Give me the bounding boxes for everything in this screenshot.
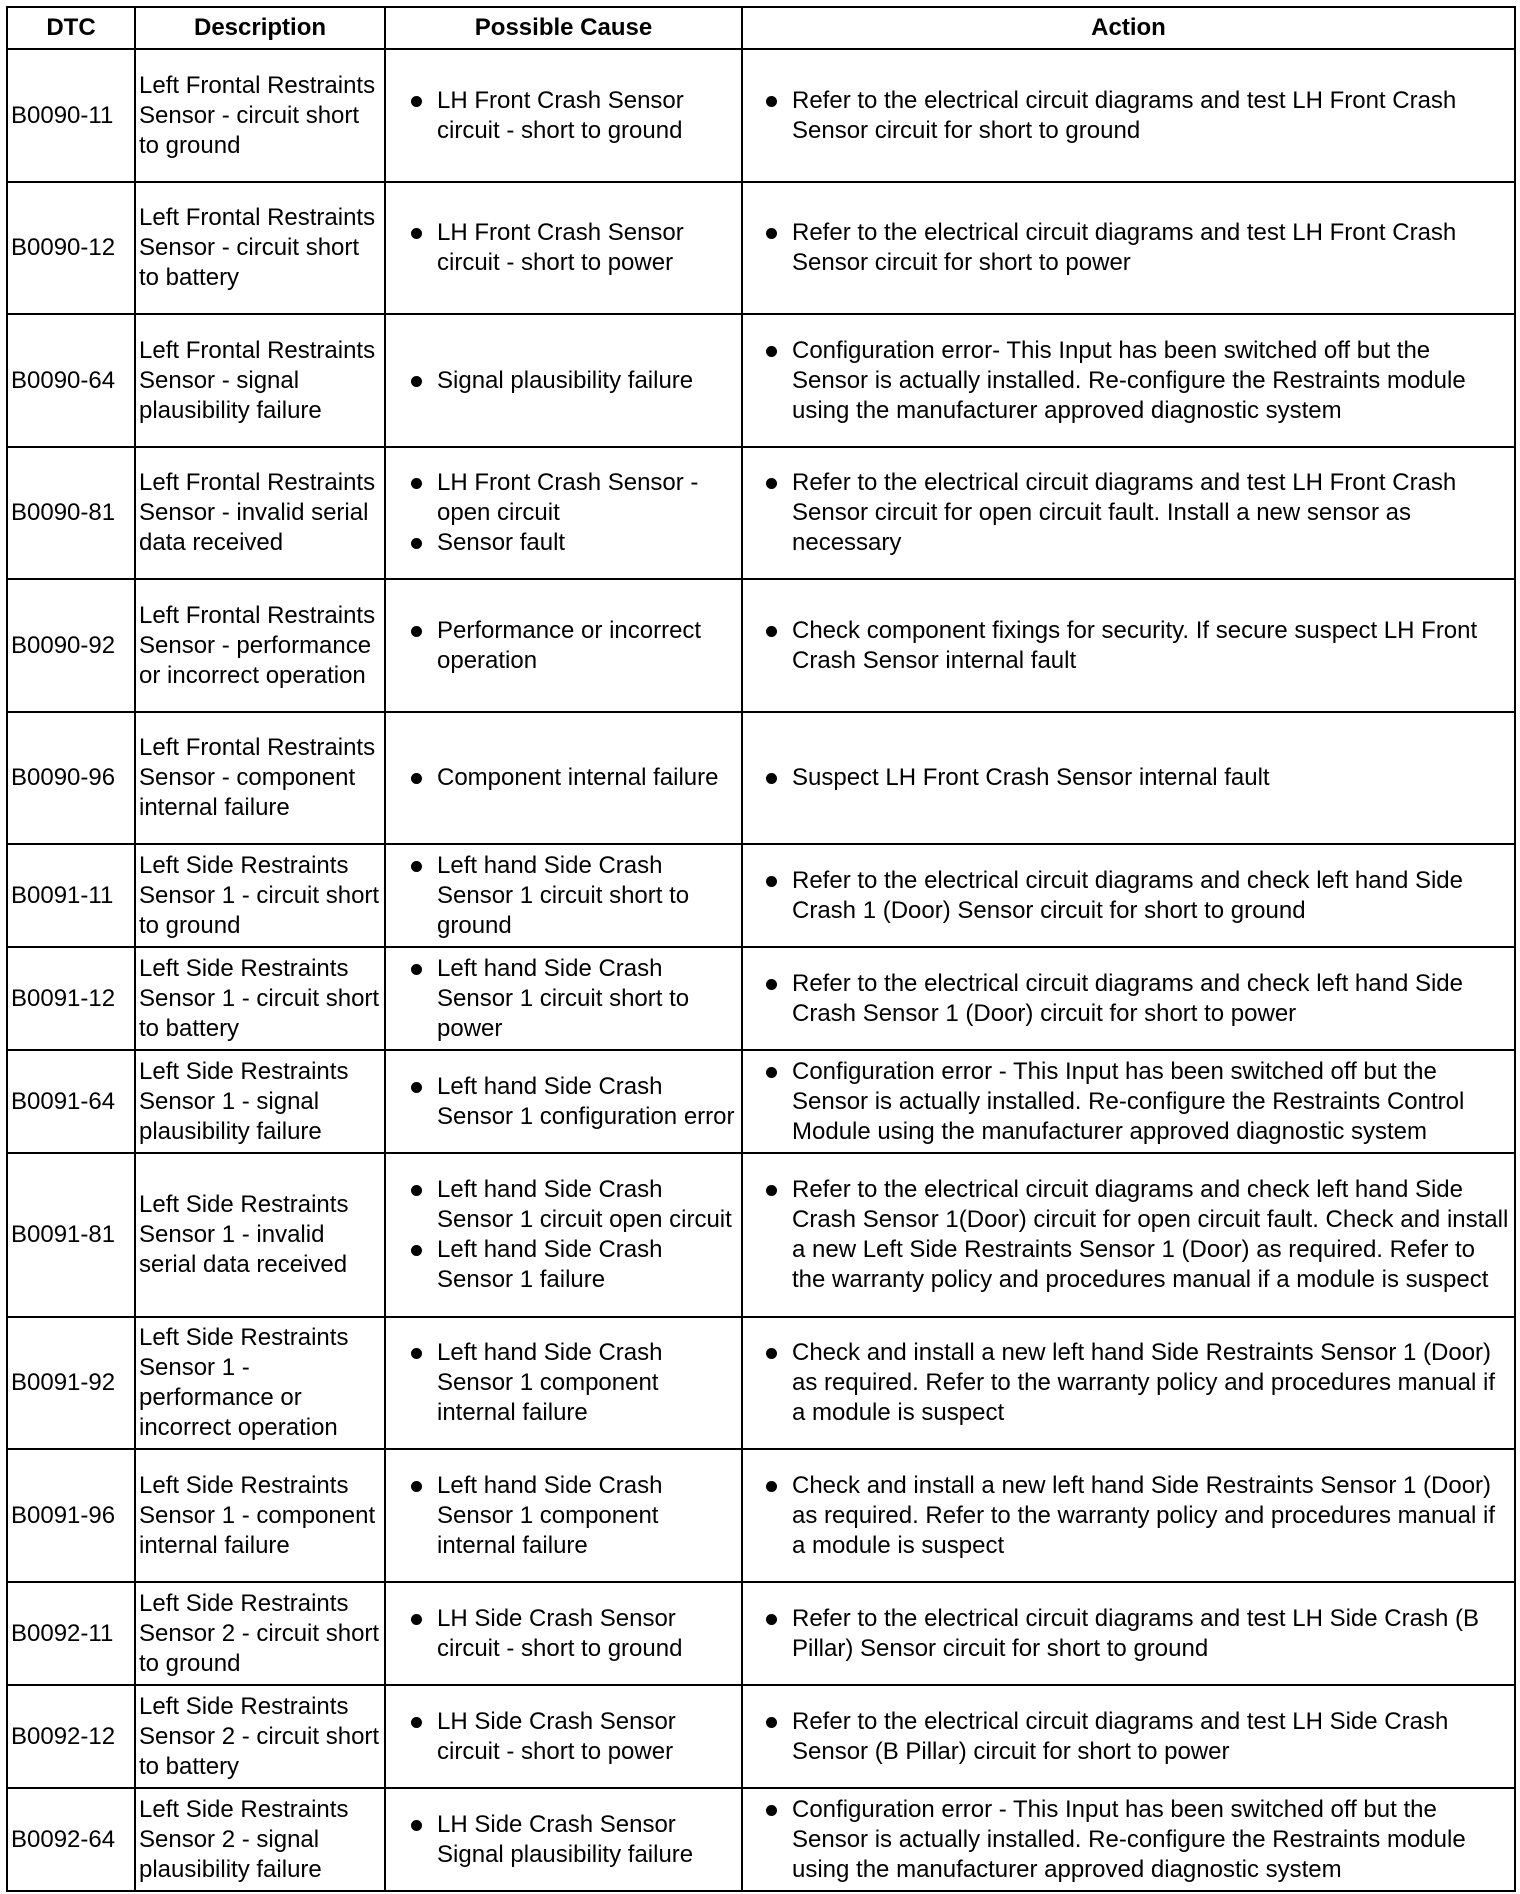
action-item: Refer to the electrical circuit diagrams and check left hand Side Crash Sensor 1 (Door) circuit for short to power [766, 969, 1511, 1029]
table-row [7, 49, 1515, 182]
cause-item: Left hand Side Crash Sensor 1 component internal failure [411, 1338, 738, 1428]
action-item: Configuration error- This Input has been switched off but the Sensor is actually installed. Re-configure the Restraints module using the manufacturer approved diagnostic system [766, 336, 1511, 426]
possible-cause-cell [385, 447, 742, 579]
action-list [746, 1471, 1511, 1561]
action-item: Check component fixings for security. If secure suspect LH Front Crash Sensor internal fault [766, 616, 1511, 676]
action-list [746, 969, 1511, 1029]
dtc-code: B0091-92 [7, 1317, 135, 1449]
dtc-code: B0092-12 [7, 1685, 135, 1788]
table-row [7, 1153, 1515, 1317]
description-cell: Left Side Restraints Sensor 1 - circuit short to battery [135, 947, 385, 1050]
action-cell [742, 947, 1515, 1050]
action-item: Refer to the electrical circuit diagrams and check left hand Side Crash Sensor 1(Door) circuit for open circuit fault. Check and install a new Left Side Restraints Sensor 1 (Door) as required. Refer to the warranty policy and procedures manual if a module is suspect [766, 1175, 1511, 1295]
possible-cause-cell [385, 1788, 742, 1891]
cause-list [389, 616, 738, 676]
action-item: Refer to the electrical circuit diagrams and test LH Side Crash (B Pillar) Sensor circuit for short to ground [766, 1604, 1511, 1664]
table-row [7, 314, 1515, 447]
table-row [7, 1685, 1515, 1788]
cause-item: Left hand Side Crash Sensor 1 failure [411, 1235, 738, 1295]
dtc-code: B0091-12 [7, 947, 135, 1050]
dtc-code: B0090-81 [7, 447, 135, 579]
cause-list [389, 954, 738, 1044]
action-list [746, 1707, 1511, 1767]
cause-list [389, 1604, 738, 1664]
table-row [7, 1788, 1515, 1891]
action-cell [742, 1153, 1515, 1317]
action-list [746, 1057, 1511, 1147]
cause-item: Left hand Side Crash Sensor 1 component internal failure [411, 1471, 738, 1561]
dtc-code: B0090-96 [7, 712, 135, 844]
possible-cause-cell [385, 1317, 742, 1449]
possible-cause-cell [385, 182, 742, 314]
action-item: Refer to the electrical circuit diagrams and check left hand Side Crash 1 (Door) Sensor circuit for short to ground [766, 866, 1511, 926]
possible-cause-cell [385, 49, 742, 182]
action-list [746, 1175, 1511, 1295]
dtc-code: B0090-92 [7, 579, 135, 712]
cause-item: Left hand Side Crash Sensor 1 configuration error [411, 1072, 738, 1132]
description-cell: Left Side Restraints Sensor 2 - circuit short to ground [135, 1582, 385, 1685]
action-cell [742, 712, 1515, 844]
possible-cause-cell [385, 579, 742, 712]
action-cell [742, 1685, 1515, 1788]
cause-item: Performance or incorrect operation [411, 616, 738, 676]
cause-item: LH Side Crash Sensor circuit - short to power [411, 1707, 738, 1767]
action-cell [742, 1317, 1515, 1449]
cause-item: LH Front Crash Sensor - open circuit [411, 468, 738, 528]
possible-cause-cell [385, 1685, 742, 1788]
description-cell: Left Frontal Restraints Sensor - performance or incorrect operation [135, 579, 385, 712]
action-list [746, 468, 1511, 558]
cause-list [389, 366, 738, 396]
dtc-table [6, 6, 1516, 1892]
cause-item: LH Front Crash Sensor circuit - short to power [411, 218, 738, 278]
dtc-code: B0091-64 [7, 1050, 135, 1153]
cause-item: Component internal failure [411, 763, 738, 793]
header-description: Description [135, 7, 385, 49]
action-list [746, 866, 1511, 926]
action-cell [742, 1449, 1515, 1582]
description-cell: Left Side Restraints Sensor 1 - invalid serial data received [135, 1153, 385, 1317]
possible-cause-cell [385, 712, 742, 844]
action-list [746, 336, 1511, 426]
cause-item: LH Front Crash Sensor circuit - short to ground [411, 86, 738, 146]
action-item: Configuration error - This Input has been switched off but the Sensor is actually installed. Re-configure the Restraints Control Module using the manufacturer approved diagnostic system [766, 1057, 1511, 1147]
cause-item: Left hand Side Crash Sensor 1 circuit short to power [411, 954, 738, 1044]
dtc-code: B0090-11 [7, 49, 135, 182]
cause-item: Signal plausibility failure [411, 366, 738, 396]
cause-list [389, 1338, 738, 1428]
action-item: Configuration error - This Input has been switched off but the Sensor is actually installed. Re-configure the Restraints module using the manufacturer approved diagnostic system [766, 1795, 1511, 1885]
dtc-code: B0091-11 [7, 844, 135, 947]
dtc-code: B0091-81 [7, 1153, 135, 1317]
header-action: Action [742, 7, 1515, 49]
action-item: Refer to the electrical circuit diagrams and test LH Front Crash Sensor circuit for short to power [766, 218, 1511, 278]
dtc-code: B0090-64 [7, 314, 135, 447]
action-item: Check and install a new left hand Side Restraints Sensor 1 (Door) as required. Refer to the warranty policy and procedures manual if a module is suspect [766, 1338, 1511, 1428]
action-item: Refer to the electrical circuit diagrams and test LH Side Crash Sensor (B Pillar) circuit for short to power [766, 1707, 1511, 1767]
cause-item: LH Side Crash Sensor Signal plausibility failure [411, 1810, 738, 1870]
description-cell: Left Frontal Restraints Sensor - signal plausibility failure [135, 314, 385, 447]
description-cell: Left Frontal Restraints Sensor - circuit short to battery [135, 182, 385, 314]
possible-cause-cell [385, 1153, 742, 1317]
cause-item: Sensor fault [411, 528, 738, 558]
action-item: Refer to the electrical circuit diagrams and test LH Front Crash Sensor circuit for open circuit fault. Install a new sensor as necessary [766, 468, 1511, 558]
action-cell [742, 1582, 1515, 1685]
action-cell [742, 314, 1515, 447]
description-cell: Left Side Restraints Sensor 1 - performance or incorrect operation [135, 1317, 385, 1449]
action-cell [742, 49, 1515, 182]
action-list [746, 86, 1511, 146]
cause-list [389, 1810, 738, 1870]
action-cell [742, 1788, 1515, 1891]
table-row [7, 1582, 1515, 1685]
action-cell [742, 844, 1515, 947]
cause-item: LH Side Crash Sensor circuit - short to ground [411, 1604, 738, 1664]
cause-list [389, 763, 738, 793]
header-dtc: DTC [7, 7, 135, 49]
description-cell: Left Side Restraints Sensor 1 - signal plausibility failure [135, 1050, 385, 1153]
action-item: Check and install a new left hand Side Restraints Sensor 1 (Door) as required. Refer to the warranty policy and procedures manual if a module is suspect [766, 1471, 1511, 1561]
table-row [7, 1449, 1515, 1582]
table-row [7, 947, 1515, 1050]
table-row [7, 1050, 1515, 1153]
table-row [7, 579, 1515, 712]
cause-list [389, 1707, 738, 1767]
action-list [746, 616, 1511, 676]
cause-list [389, 1072, 738, 1132]
possible-cause-cell [385, 1582, 742, 1685]
description-cell: Left Frontal Restraints Sensor - component internal failure [135, 712, 385, 844]
cause-list [389, 468, 738, 558]
possible-cause-cell [385, 1449, 742, 1582]
table-row [7, 447, 1515, 579]
description-cell: Left Side Restraints Sensor 2 - circuit short to battery [135, 1685, 385, 1788]
possible-cause-cell [385, 844, 742, 947]
table-row [7, 844, 1515, 947]
cause-item: Left hand Side Crash Sensor 1 circuit open circuit [411, 1175, 738, 1235]
table-body [7, 49, 1515, 1891]
action-item: Refer to the electrical circuit diagrams and test LH Front Crash Sensor circuit for short to ground [766, 86, 1511, 146]
description-cell: Left Frontal Restraints Sensor - circuit short to ground [135, 49, 385, 182]
action-cell [742, 447, 1515, 579]
dtc-code: B0091-96 [7, 1449, 135, 1582]
table-row [7, 1317, 1515, 1449]
possible-cause-cell [385, 314, 742, 447]
description-cell: Left Side Restraints Sensor 1 - component internal failure [135, 1449, 385, 1582]
cause-list [389, 1175, 738, 1295]
possible-cause-cell [385, 1050, 742, 1153]
cause-list [389, 851, 738, 941]
cause-list [389, 86, 738, 146]
description-cell: Left Side Restraints Sensor 2 - signal plausibility failure [135, 1788, 385, 1891]
action-list [746, 1795, 1511, 1885]
action-cell [742, 182, 1515, 314]
cause-item: Left hand Side Crash Sensor 1 circuit short to ground [411, 851, 738, 941]
dtc-code: B0090-12 [7, 182, 135, 314]
possible-cause-cell [385, 947, 742, 1050]
description-cell: Left Side Restraints Sensor 1 - circuit short to ground [135, 844, 385, 947]
action-cell [742, 579, 1515, 712]
dtc-code: B0092-64 [7, 1788, 135, 1891]
header-possible-cause: Possible Cause [385, 7, 742, 49]
action-item: Suspect LH Front Crash Sensor internal fault [766, 763, 1511, 793]
action-list [746, 1604, 1511, 1664]
table-row [7, 182, 1515, 314]
dtc-code: B0092-11 [7, 1582, 135, 1685]
action-cell [742, 1050, 1515, 1153]
table-row [7, 712, 1515, 844]
cause-list [389, 218, 738, 278]
action-list [746, 763, 1511, 793]
action-list [746, 1338, 1511, 1428]
cause-list [389, 1471, 738, 1561]
action-list [746, 218, 1511, 278]
description-cell: Left Frontal Restraints Sensor - invalid serial data received [135, 447, 385, 579]
header-row [7, 7, 1515, 49]
